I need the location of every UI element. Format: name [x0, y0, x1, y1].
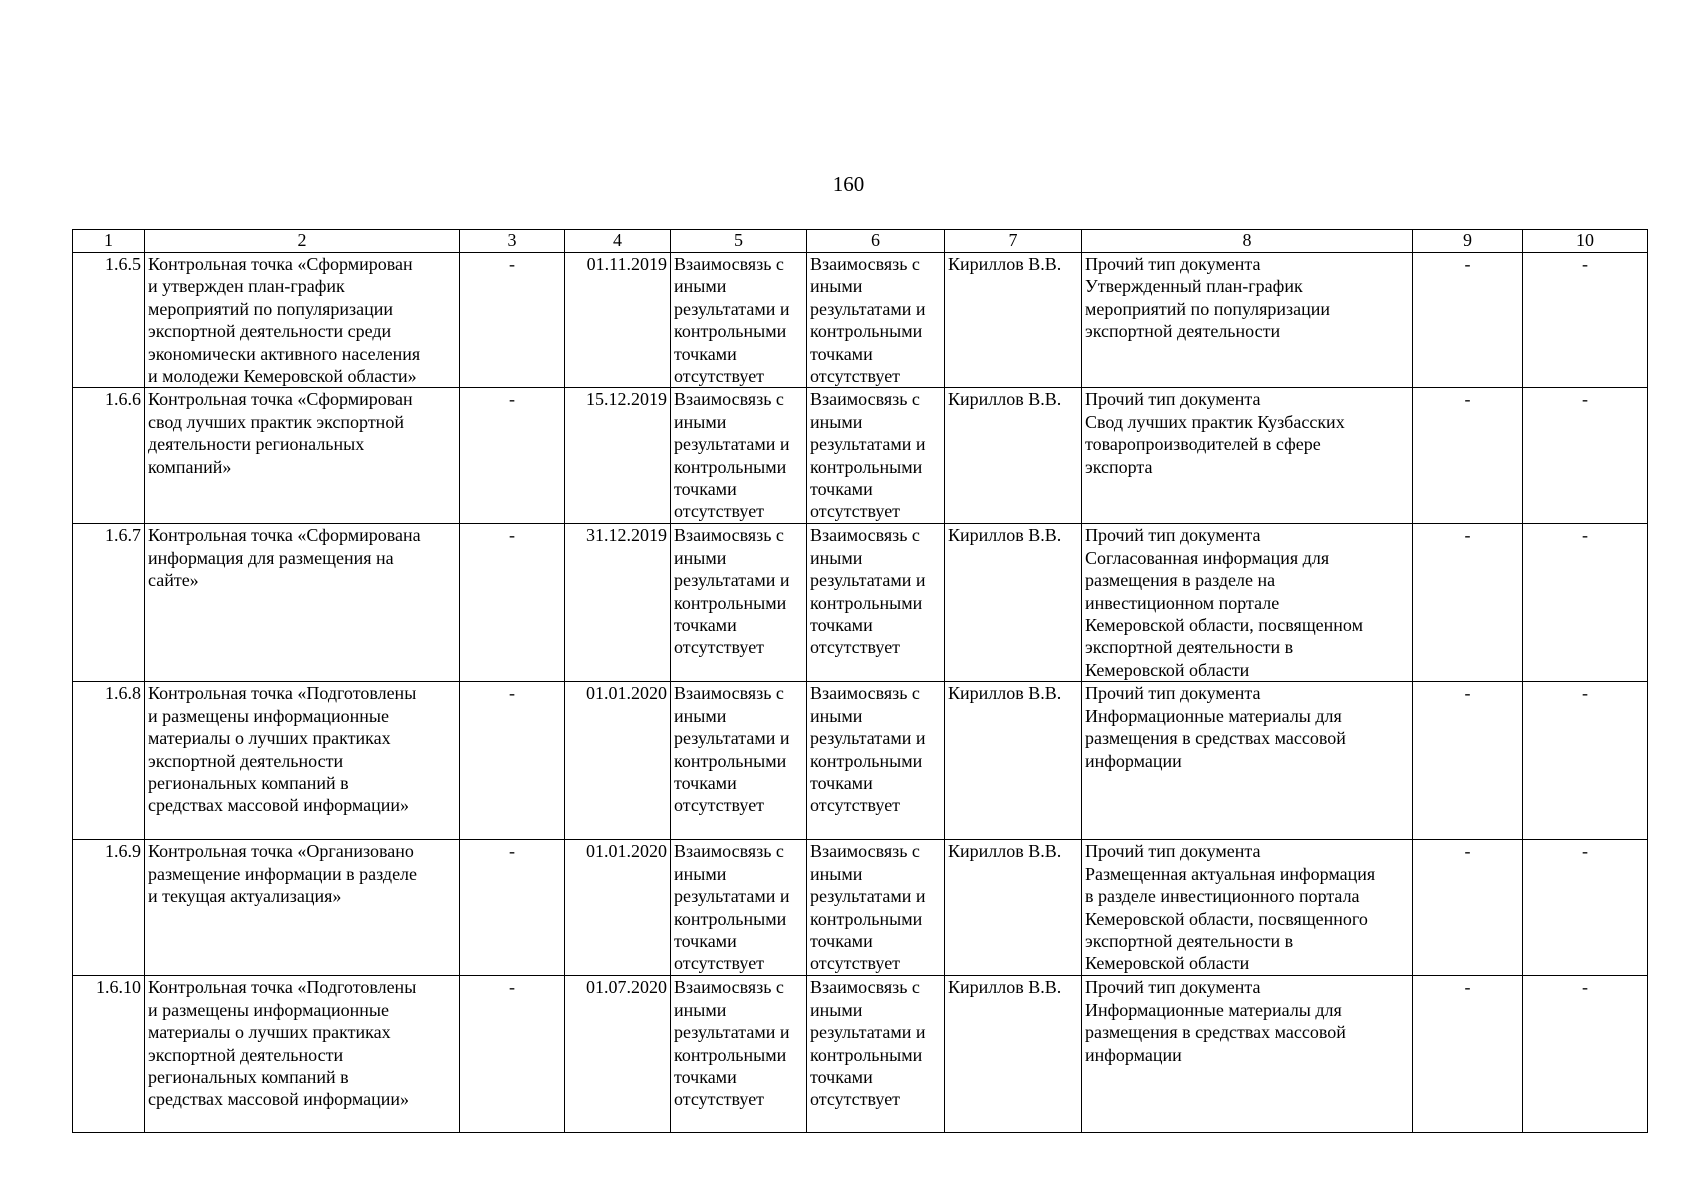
relation-results: Взаимосвязь с иными результатами и контрольными точками отсутствует [671, 976, 807, 1133]
document-type: Прочий тип документа Размещенная актуальная информация в разделе инвестиционного портала Кемеровской области, посвященного экспортной деятельности в Кемеровской области [1082, 840, 1413, 976]
cell-col9: - [1413, 253, 1523, 388]
row-number: 1.6.5 [73, 253, 145, 388]
table-row [73, 524, 1648, 682]
table-row [73, 682, 1648, 840]
column-header: 3 [460, 230, 565, 253]
control-point-name: Контрольная точка «Сформирован и утвержден план-график мероприятий по популяризации экспортной деятельности среди экономически активного населения и молодежи Кемеровской области» [145, 253, 460, 388]
relation-results: Взаимосвязь с иными результатами и контрольными точками отсутствует [671, 840, 807, 976]
due-date: 01.11.2019 [565, 253, 671, 388]
cell-col10: - [1523, 976, 1648, 1133]
column-header: 1 [73, 230, 145, 253]
relation-points: Взаимосвязь с иными результатами и контрольными точками отсутствует [807, 682, 945, 840]
column-header: 8 [1082, 230, 1413, 253]
row-number: 1.6.10 [73, 976, 145, 1133]
cell-col9: - [1413, 682, 1523, 840]
control-points-table [72, 229, 1648, 1133]
relation-results: Взаимосвязь с иными результатами и контрольными точками отсутствует [671, 682, 807, 840]
responsible-person: Кириллов В.В. [945, 682, 1082, 840]
page-number: 160 [832, 172, 865, 196]
column-header: 6 [807, 230, 945, 253]
row-number: 1.6.6 [73, 388, 145, 524]
table-row [73, 388, 1648, 524]
control-point-name: Контрольная точка «Организовано размещение информации в разделе и текущая актуализация» [145, 840, 460, 976]
relation-points: Взаимосвязь с иными результатами и контрольными точками отсутствует [807, 253, 945, 388]
control-point-name: Контрольная точка «Сформирована информация для размещения на сайте» [145, 524, 460, 682]
due-date: 01.01.2020 [565, 840, 671, 976]
document-type: Прочий тип документа Информационные материалы для размещения в средствах массовой информации [1082, 682, 1413, 840]
relation-results: Взаимосвязь с иными результатами и контрольными точками отсутствует [671, 253, 807, 388]
document-type: Прочий тип документа Согласованная информация для размещения в разделе на инвестиционном портале Кемеровской области, посвященном экспортной деятельности в Кемеровской области [1082, 524, 1413, 682]
cell-col3: - [460, 388, 565, 524]
due-date: 01.07.2020 [565, 976, 671, 1133]
responsible-person: Кириллов В.В. [945, 253, 1082, 388]
cell-col9: - [1413, 976, 1523, 1133]
cell-col3: - [460, 976, 565, 1133]
cell-col10: - [1523, 840, 1648, 976]
responsible-person: Кириллов В.В. [945, 840, 1082, 976]
cell-col3: - [460, 524, 565, 682]
table-header-row [73, 230, 1648, 253]
control-point-name: Контрольная точка «Подготовлены и размещены информационные материалы о лучших практиках экспортной деятельности региональных компаний в средствах массовой информации» [145, 682, 460, 840]
relation-results: Взаимосвязь с иными результатами и контрольными точками отсутствует [671, 524, 807, 682]
column-header: 7 [945, 230, 1082, 253]
relation-points: Взаимосвязь с иными результатами и контрольными точками отсутствует [807, 524, 945, 682]
cell-col10: - [1523, 524, 1648, 682]
document-type: Прочий тип документа Свод лучших практик Кузбасских товаропроизводителей в сфере экспорта [1082, 388, 1413, 524]
cell-col10: - [1523, 682, 1648, 840]
cell-col10: - [1523, 388, 1648, 524]
column-header: 2 [145, 230, 460, 253]
table-row [73, 253, 1648, 388]
cell-col3: - [460, 840, 565, 976]
table-row [73, 976, 1648, 1133]
responsible-person: Кириллов В.В. [945, 976, 1082, 1133]
row-number: 1.6.9 [73, 840, 145, 976]
due-date: 01.01.2020 [565, 682, 671, 840]
relation-points: Взаимосвязь с иными результатами и контрольными точками отсутствует [807, 840, 945, 976]
responsible-person: Кириллов В.В. [945, 524, 1082, 682]
cell-col9: - [1413, 388, 1523, 524]
due-date: 31.12.2019 [565, 524, 671, 682]
row-number: 1.6.8 [73, 682, 145, 840]
document-type: Прочий тип документа Утвержденный план-график мероприятий по популяризации экспортной деятельности [1082, 253, 1413, 388]
document-type: Прочий тип документа Информационные материалы для размещения в средствах массовой информации [1082, 976, 1413, 1133]
table-row [73, 840, 1648, 976]
column-header: 10 [1523, 230, 1648, 253]
column-header: 5 [671, 230, 807, 253]
column-header: 4 [565, 230, 671, 253]
cell-col9: - [1413, 524, 1523, 682]
cell-col3: - [460, 253, 565, 388]
relation-results: Взаимосвязь с иными результатами и контрольными точками отсутствует [671, 388, 807, 524]
relation-points: Взаимосвязь с иными результатами и контрольными точками отсутствует [807, 976, 945, 1133]
cell-col10: - [1523, 253, 1648, 388]
cell-col9: - [1413, 840, 1523, 976]
cell-col3: - [460, 682, 565, 840]
relation-points: Взаимосвязь с иными результатами и контрольными точками отсутствует [807, 388, 945, 524]
column-header: 9 [1413, 230, 1523, 253]
responsible-person: Кириллов В.В. [945, 388, 1082, 524]
control-point-name: Контрольная точка «Сформирован свод лучших практик экспортной деятельности региональных компаний» [145, 388, 460, 524]
control-point-name: Контрольная точка «Подготовлены и размещены информационные материалы о лучших практиках экспортной деятельности региональных компаний в средствах массовой информации» [145, 976, 460, 1133]
due-date: 15.12.2019 [565, 388, 671, 524]
row-number: 1.6.7 [73, 524, 145, 682]
